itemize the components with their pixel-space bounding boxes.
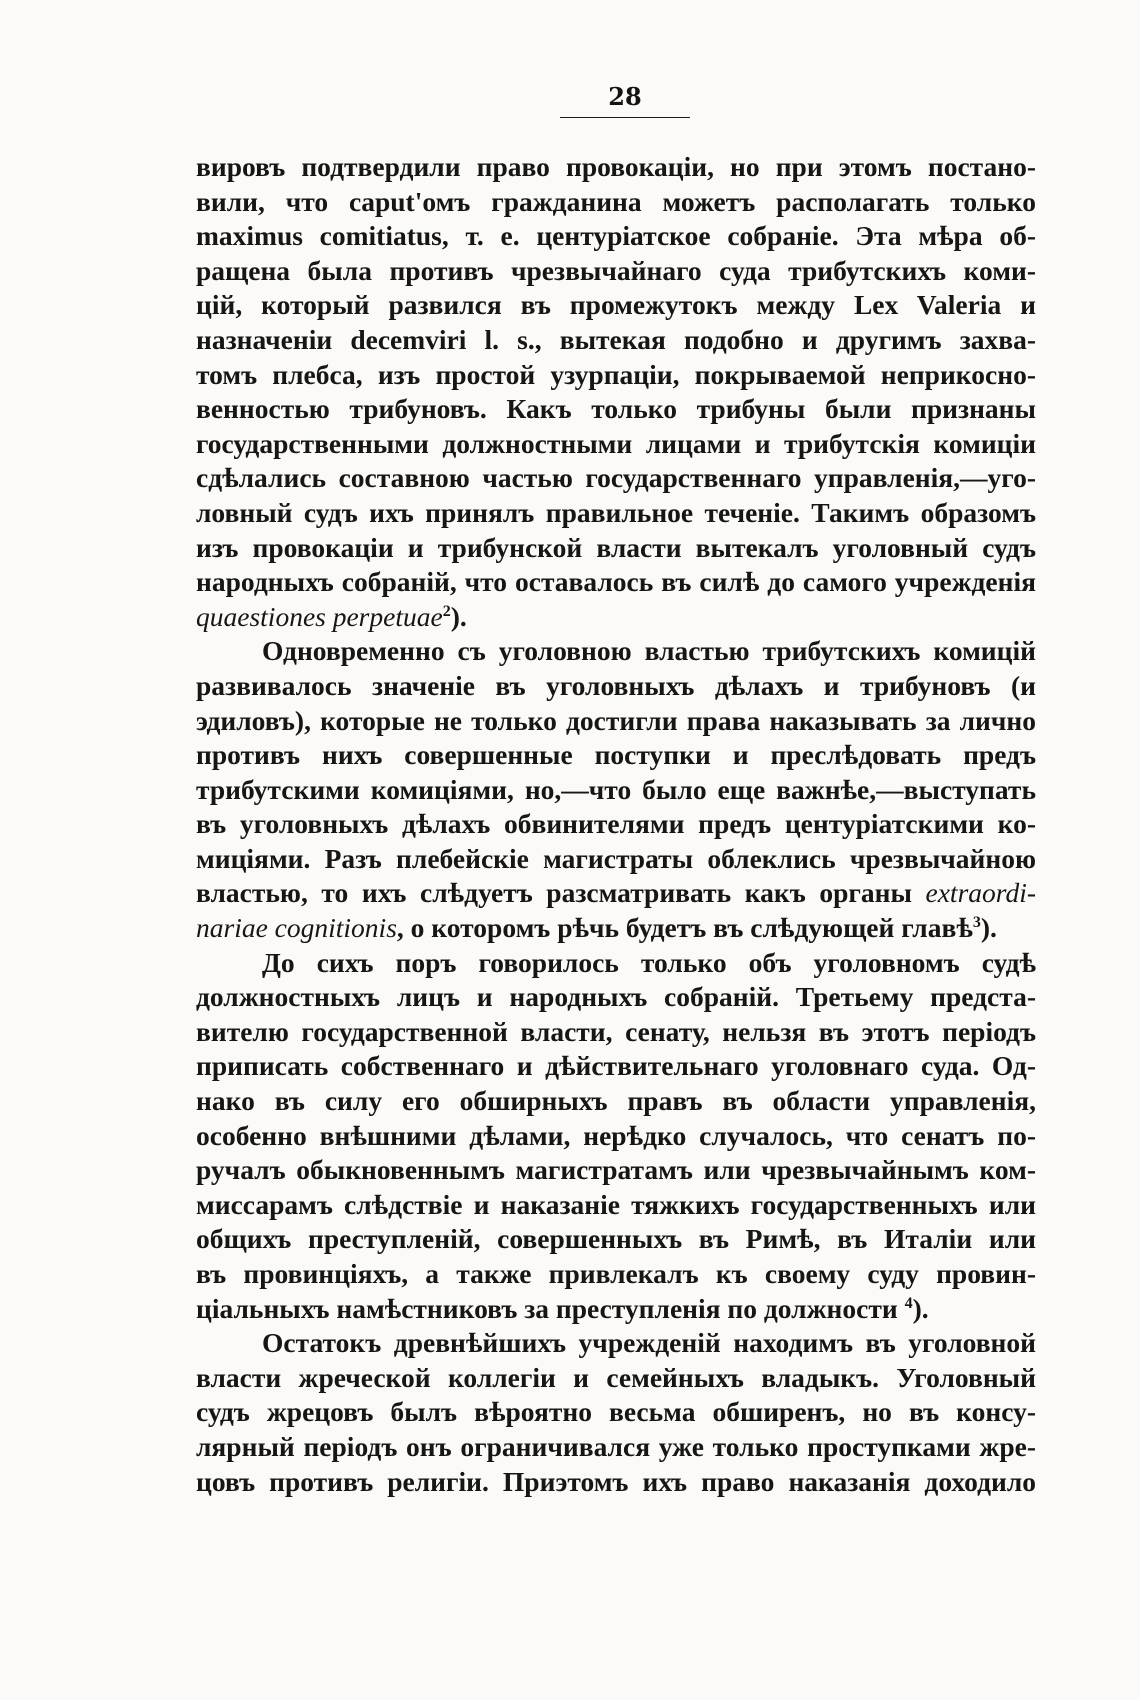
paragraph-3 [196,946,1036,1327]
text-line: должностныхъ лицъ и народныхъ собраній. Третьему предста- [196,981,1036,1013]
text-line: миссарамъ слѣдствіе и наказаніе тяжкихъ государственныхъ или [196,1188,1036,1220]
text-line: вили, что caput'омъ гражданина можетъ располагать только [196,185,1036,217]
text-fragment: властью, то ихъ слѣдуетъ разсматривать какъ органы [196,877,926,909]
text-line: общихъ преступленій, совершенныхъ въ Римѣ, въ Италіи или [196,1223,1036,1255]
latin-term: quaestiones perpetuae [196,600,443,632]
text-line: Одновременно съ уголовною властью трибутскихъ комицій [262,635,1036,667]
text-line: противъ нихъ совершенные поступки и преслѣдовать предъ [196,739,1036,771]
text-line: въ провинціяхъ, а также привлекалъ къ своему суду провин- [196,1258,1036,1289]
page-number: 28 [560,82,690,118]
text-line: лярный періодъ онъ ограничивался уже только проступками жре- [196,1430,1036,1462]
footnote-ref: 3 [972,913,981,931]
text-line [196,1292,1036,1327]
text-line: эдиловъ), которые не только достигли права наказывать за лично [196,704,1036,736]
text-line: приписать собственнаго и дѣйствительнаго уголовнаго суда. Од- [196,1050,1036,1082]
text-line: ращена была противъ чрезвычайнаго суда трибутскихъ коми- [196,254,1036,286]
text-line: ручалъ обыкновеннымъ магистратамъ или чрезвычайнымъ ком- [196,1154,1036,1186]
text-line: назначеніи decemviri l. s., вытекая подобно и другимъ захва- [196,323,1036,355]
text-line: судъ жрецовъ былъ вѣроятно весьма обширенъ, но въ консу- [196,1396,1036,1428]
text-line: особенно внѣшними дѣлами, нерѣдко случалось, что сенатъ по- [196,1119,1036,1151]
text-fragment: , о которомъ рѣчь будетъ въ слѣдующей главѣ [396,912,973,944]
text-line: maximus comitiatus, т. е. центуріатское собраніе. Эта мѣра об- [196,220,1036,252]
text-line: государственными должностными лицами и трибутскія комиціи [196,427,1036,459]
footnote-ref: 4 [904,1294,913,1312]
text-line: миціями. Разъ плебейскіе магистраты облеклись чрезвычайною [196,842,1036,874]
text-line: въ уголовныхъ дѣлахъ обвинителями предъ центуріатскими ко- [196,808,1036,840]
text-line [196,600,1036,635]
text-line: трибутскими комиціями, но,—что было еще важнѣе,—выступать [196,773,1036,805]
body-text [196,150,1036,1499]
text-line [196,876,1036,911]
text-line: Остатокъ древнѣйшихъ учрежденій находимъ въ уголовной [262,1327,1036,1359]
text-line: томъ плебса, изъ простой узурпаціи, покрываемой неприкосно- [196,358,1036,390]
latin-term: nariae cognitionis [196,912,397,944]
text-line: венностью трибуновъ. Какъ только трибуны были признаны [196,393,1036,425]
text-line: цій, который развился въ промежутокъ между Lex Valeria и [196,289,1036,321]
latin-term: extraordi- [925,877,1036,909]
text-line: изъ провокаціи и трибунской власти вытекалъ уголовный судъ [196,531,1036,563]
text-line: ловный судъ ихъ принялъ правильное теченіе. Такимъ образомъ [196,496,1036,528]
text-fragment: ціальныхъ намѣстниковъ за преступленія по должности [196,1292,905,1324]
footnote-ref: 2 [442,602,451,620]
text-line [196,911,1036,946]
paragraph-4 [196,1326,1036,1499]
text-fragment: ). [450,600,467,632]
paragraph-2 [196,634,1036,945]
text-line: вировъ подтвердили право провокаціи, но при этомъ постано- [196,151,1036,182]
text-line: цовъ противъ религіи. Приэтомъ ихъ право наказанія доходило [196,1465,1036,1497]
text-line: сдѣлались составною частью государственнаго управленія,—уго- [196,462,1036,494]
text-line: народныхъ собраній, что оставалось въ силѣ до самого учрежденія [196,566,1036,598]
text-line: нако въ силу его обширныхъ правъ въ области управленія, [196,1085,1036,1117]
text-line: вителю государственной власти, сенату, нельзя въ этотъ періодъ [196,1015,1036,1047]
text-line: власти жреческой коллегіи и семейныхъ владыкъ. Уголовный [196,1361,1036,1393]
text-line: развивалось значеніе въ уголовныхъ дѣлахъ и трибуновъ (и [196,669,1036,701]
text-line: До сихъ поръ говорилось только объ уголовномъ судѣ [262,946,1036,978]
paragraph-1 [196,150,1036,634]
text-fragment: ). [912,1292,929,1324]
text-fragment: ). [980,912,997,944]
